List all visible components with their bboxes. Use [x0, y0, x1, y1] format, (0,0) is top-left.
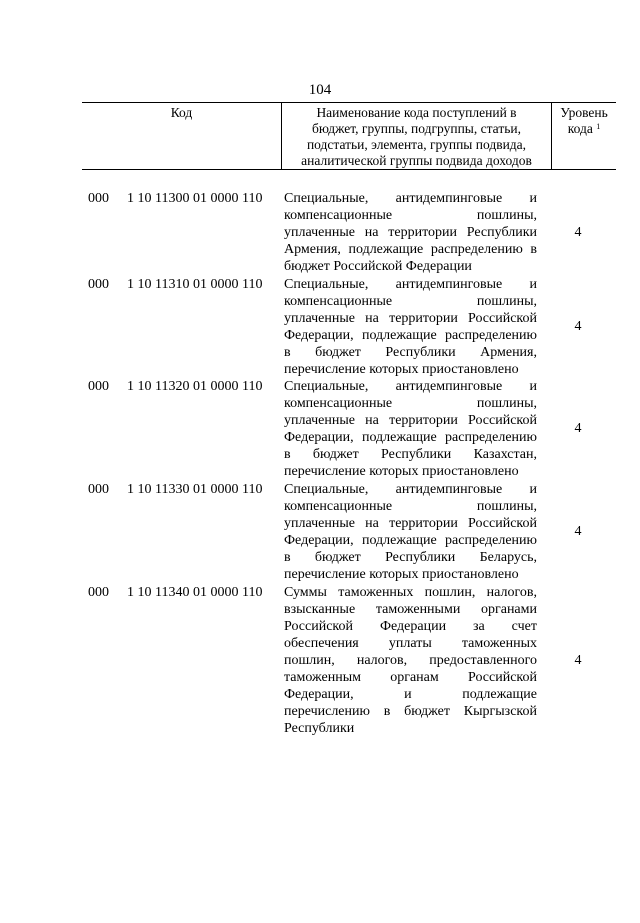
income-name-line: перечисление которых приостановлено	[284, 464, 519, 479]
code-level: 4	[574, 653, 582, 668]
code-level: 4	[574, 421, 582, 436]
income-name-line: бюджет Российской Федерации	[284, 259, 472, 274]
income-name-line: перечислению в бюджет Кыргызской	[284, 704, 537, 719]
income-name-line: уплаченные на территории Республики	[284, 225, 537, 240]
admin-code: 000	[88, 585, 109, 600]
income-name-line: Федерации, подлежащие распределению	[284, 328, 537, 343]
page-number: 104	[308, 82, 332, 98]
income-name-line: в бюджет Республики Армения,	[284, 345, 537, 360]
income-name	[284, 584, 537, 737]
income-name-line: в бюджет Республики Казахстан,	[284, 447, 537, 462]
income-code: 1 10 11330 01 0000 110	[127, 482, 263, 497]
header-name-line: бюджет, группы, подгруппы, статьи,	[312, 121, 521, 136]
income-name-line: Федерации, подлежащие распределению	[284, 430, 537, 445]
income-name-line: уплаченные на территории Российской	[284, 311, 537, 326]
admin-code: 000	[88, 482, 109, 497]
header-name-line: аналитической группы подвида доходов	[301, 153, 532, 168]
income-name-line: Суммы таможенных пошлин, налогов,	[284, 585, 537, 600]
income-code: 1 10 11300 01 0000 110	[127, 191, 263, 206]
header-level-line2	[554, 121, 614, 137]
income-name-line: перечисление которых приостановлено	[284, 567, 519, 582]
income-name-line: Специальные, антидемпинговые и	[284, 191, 537, 206]
income-name-line: перечисление которых приостановлено	[284, 362, 519, 377]
income-name-line: Специальные, антидемпинговые и	[284, 482, 537, 497]
header-level	[552, 103, 617, 170]
income-name-line: Республики	[284, 721, 355, 736]
header-name-line: подстатьи, элемента, группы подвида,	[306, 137, 527, 152]
income-name-line: Специальные, антидемпинговые и	[284, 277, 537, 292]
income-name	[284, 378, 537, 480]
income-name-line: Федерации, и подлежащие	[284, 687, 537, 702]
income-code: 1 10 11340 01 0000 110	[127, 585, 263, 600]
income-code: 1 10 11310 01 0000 110	[127, 277, 263, 292]
income-code: 1 10 11320 01 0000 110	[127, 379, 263, 394]
code-level: 4	[574, 524, 582, 539]
income-name-line: уплаченные на территории Российской	[284, 413, 537, 428]
income-name-line: таможенным органам Российской	[284, 670, 537, 685]
admin-code: 000	[88, 277, 109, 292]
income-name-line: Армения, подлежащие распределению в	[284, 242, 537, 257]
income-name	[284, 481, 537, 583]
header-level-line1: Уровень	[560, 105, 608, 120]
income-name-line: Федерации, подлежащие распределению	[284, 533, 537, 548]
income-name	[284, 276, 537, 378]
admin-code: 000	[88, 379, 109, 394]
header-code-label: Код	[170, 105, 193, 120]
header-level-label: кода	[567, 121, 593, 136]
admin-code: 000	[88, 191, 109, 206]
income-name-line: Российской Федерации за счет	[284, 619, 537, 634]
income-name-line: пошлин, налогов, предоставленного	[284, 653, 537, 668]
income-name-line: Специальные, антидемпинговые и	[284, 379, 537, 394]
footnote-marker: 1	[596, 122, 601, 131]
income-name	[284, 190, 537, 275]
header-code	[82, 103, 282, 170]
income-name-line: компенсационные пошлины,	[284, 294, 537, 309]
income-name-line: в бюджет Республики Беларусь,	[284, 550, 537, 565]
income-name-line: взысканные таможенными органами	[284, 602, 537, 617]
code-level: 4	[574, 319, 582, 334]
table-header	[82, 102, 616, 170]
income-name-line: компенсационные пошлины,	[284, 499, 537, 514]
code-level: 4	[574, 225, 582, 240]
income-name-line: уплаченные на территории Российской	[284, 516, 537, 531]
income-name-line: компенсационные пошлины,	[284, 208, 537, 223]
header-name-line: Наименование кода поступлений в	[316, 105, 517, 120]
income-name-line: обеспечения уплаты таможенных	[284, 636, 537, 651]
income-name-line: компенсационные пошлины,	[284, 396, 537, 411]
header-name	[282, 103, 552, 170]
